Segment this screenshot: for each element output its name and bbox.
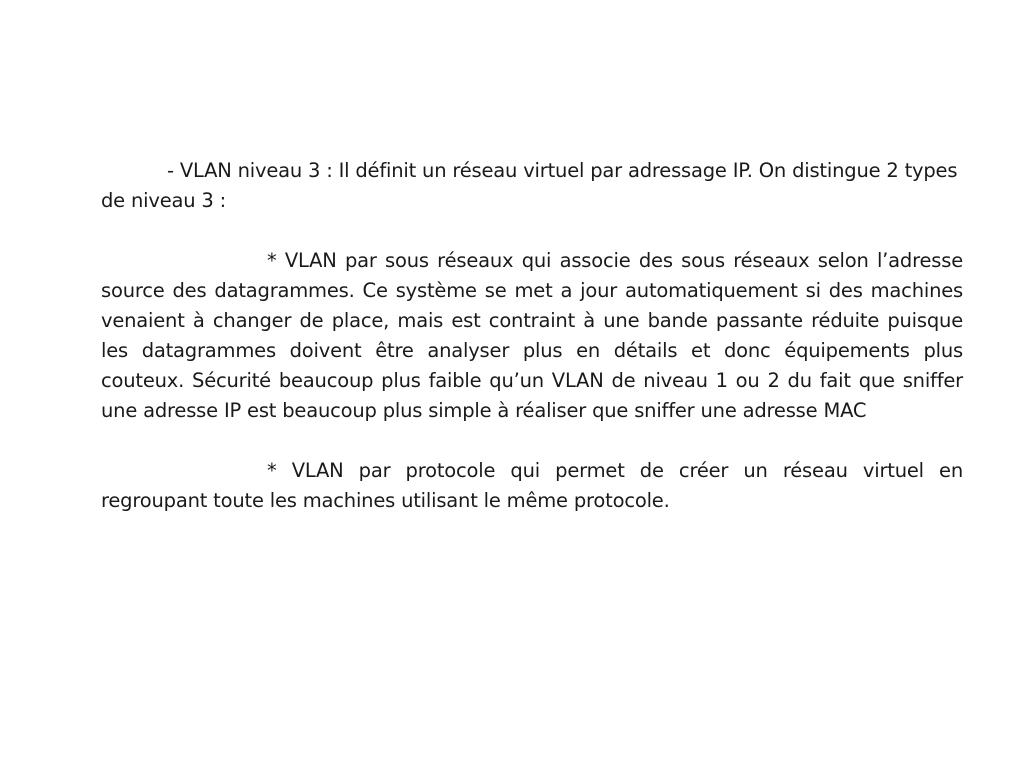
intro-paragraph: - VLAN niveau 3 : Il définit un réseau virtuel par adressage IP. On distingue 2 types de niveau 3 :: [101, 159, 958, 212]
bullet-vlan-protocol: * VLAN par protocole qui permet de créer un réseau virtuel en regroupant toute les machines utilisant le même protocole.: [101, 459, 963, 512]
paragraph-spacer: [101, 426, 963, 456]
bullet-vlan-subnets: * VLAN par sous réseaux qui associe des sous réseaux selon l’adresse source des datagrammes. Ce système se met a jour automatiquement si des machines venaient à changer de place, mais est contraint à une bande passante réduite puisque les datagrammes doivent être analyser plus en détails et donc équipements plus couteux. Sécurité beaucoup plus faible qu’un VLAN de niveau 1 ou 2 du fait que sniffer une adresse IP est beaucoup plus simple à réaliser que sniffer une adresse MAC: [101, 249, 963, 422]
paragraph-spacer: [101, 216, 963, 246]
slide-body: [101, 156, 963, 516]
